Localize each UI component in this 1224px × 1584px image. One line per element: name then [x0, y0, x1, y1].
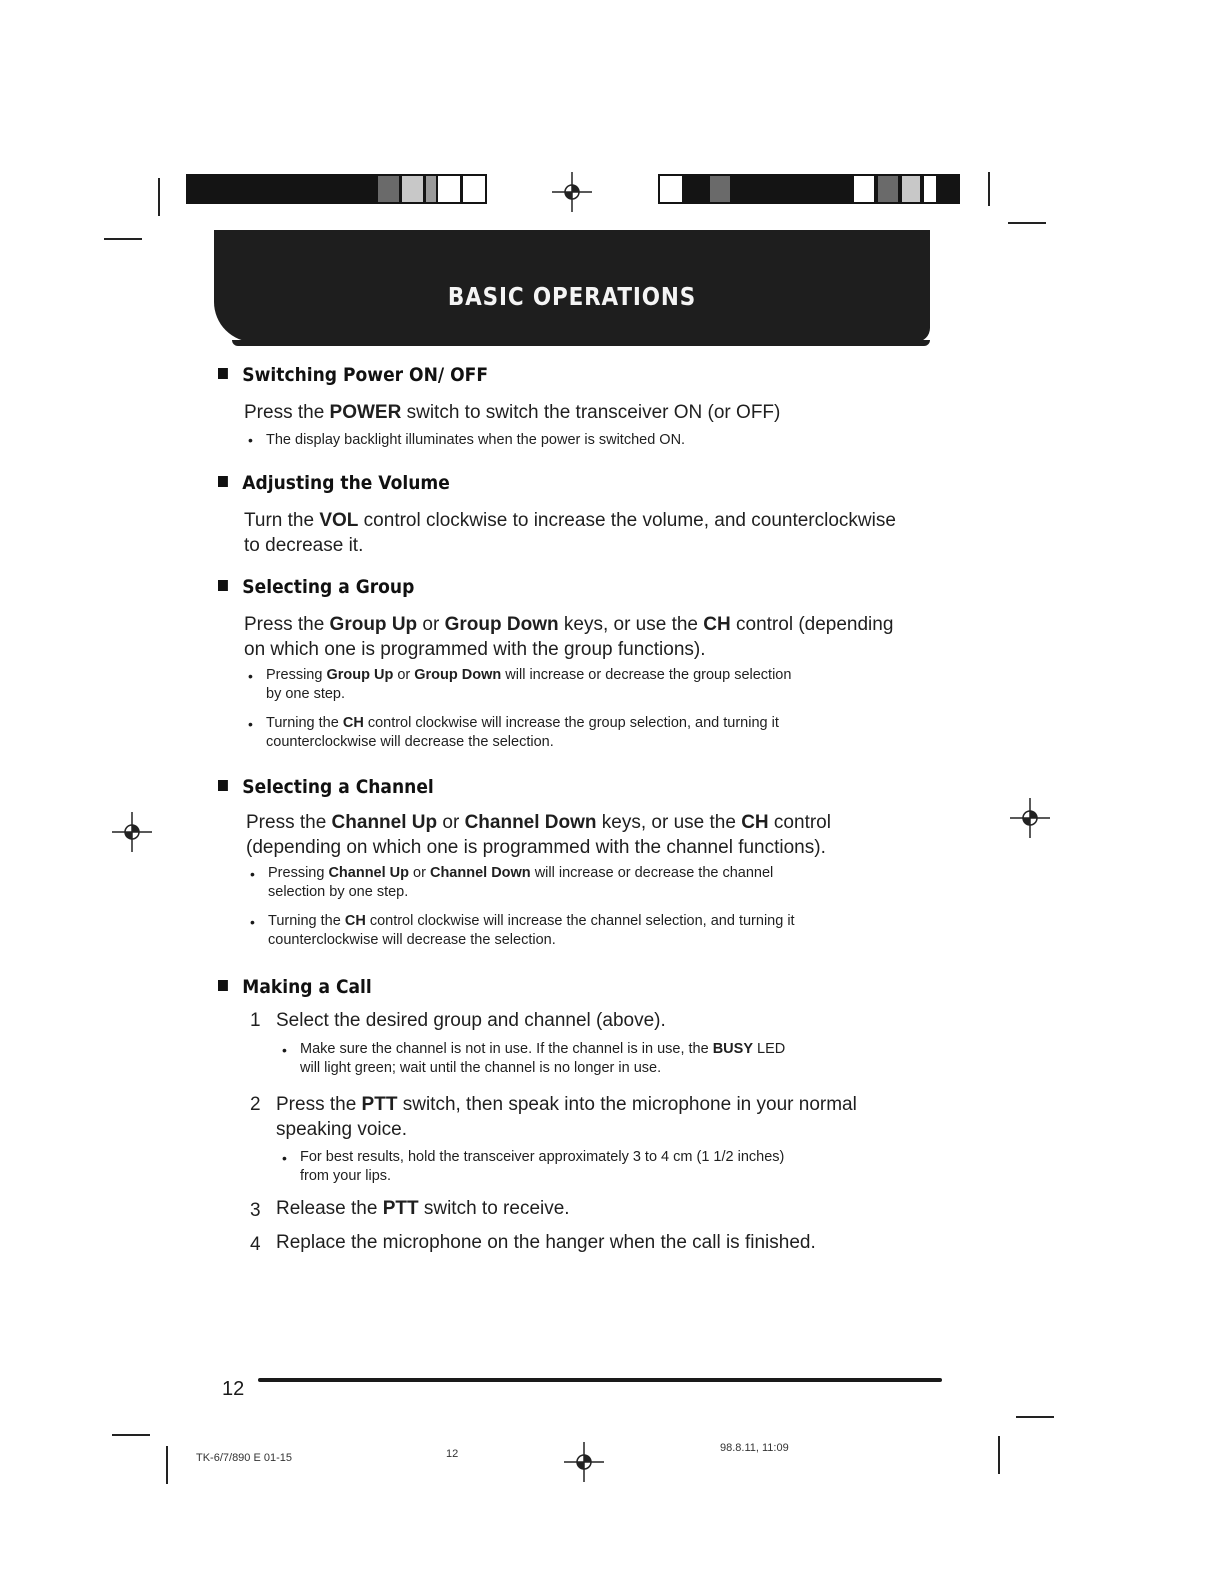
color-bar-end	[938, 174, 960, 204]
bullet-text: Pressing Group Up or Group Down will increase or decrease the group selection by one step.	[266, 667, 792, 702]
registration-crosshair-icon	[564, 1442, 604, 1482]
step-text: Press the PTT switch, then speak into the microphone in your normal speaking voice.	[276, 1094, 857, 1140]
registration-crosshair-icon	[112, 812, 152, 852]
bullet-text: Pressing Channel Up or Channel Down will increase or decrease the channel selection by one step.	[268, 865, 774, 900]
crop-mark	[158, 178, 160, 216]
color-patch	[852, 174, 876, 204]
bullet-dot-icon: •	[250, 866, 255, 882]
square-bullet-icon	[218, 368, 228, 379]
footer-rule	[258, 1378, 942, 1382]
bullet-dot-icon: •	[248, 432, 253, 448]
doc-code: TK-6/7/890 E 01-15	[196, 1452, 293, 1464]
color-patch	[400, 174, 425, 204]
crop-mark	[1008, 222, 1046, 224]
section-heading-call: Making a Call	[218, 976, 372, 998]
color-patch	[876, 174, 900, 204]
paragraph: Press the Group Up or Group Down keys, or use the CH control (depending on which one is programmed with the group functions).	[244, 614, 894, 660]
bullet-text: For best results, hold the transceiver approximately 3 to 4 cm (1 1/2 inches) from your lips.	[300, 1149, 785, 1184]
bullet-dot-icon: •	[250, 914, 255, 930]
paragraph: Press the POWER switch to switch the transceiver ON (or OFF)	[244, 402, 781, 423]
crop-mark	[988, 172, 990, 206]
bullet-text: Make sure the channel is not in use. If the channel is in use, the BUSY LED will light green; wait until the channel is no longer in use.	[300, 1041, 786, 1076]
square-bullet-icon	[218, 780, 228, 791]
registration-crosshair-icon	[552, 172, 592, 212]
crop-mark	[1016, 1416, 1054, 1418]
header-underline	[232, 340, 930, 346]
square-bullet-icon	[218, 580, 228, 591]
color-patch	[708, 174, 732, 204]
bullet-dot-icon: •	[282, 1150, 287, 1166]
bullet-dot-icon: •	[248, 668, 253, 684]
color-patch	[900, 174, 922, 204]
crop-mark	[998, 1436, 1000, 1474]
section-header-band	[214, 230, 930, 342]
color-patch	[461, 174, 487, 204]
color-patch	[658, 174, 684, 204]
page-ref: 12	[446, 1448, 459, 1460]
crop-mark	[104, 238, 142, 240]
section-heading-power: Switching Power ON/ OFF	[218, 364, 488, 386]
section-heading-channel: Selecting a Channel	[218, 776, 434, 798]
registration-crosshair-icon	[1010, 798, 1050, 838]
print-timestamp: 98.8.11, 11:09	[720, 1442, 789, 1454]
step-number: 1	[250, 1010, 261, 1031]
square-bullet-icon	[218, 980, 228, 991]
step-text: Release the PTT switch to receive.	[276, 1198, 570, 1219]
page-title: BASIC OPERATIONS	[447, 282, 697, 311]
section-heading-volume: Adjusting the Volume	[218, 472, 450, 494]
crop-mark	[166, 1446, 168, 1484]
paragraph: Press the Channel Up or Channel Down keys, or use the CH control (depending on which one is programmed with the channel functions).	[246, 812, 831, 858]
step-number: 2	[250, 1094, 261, 1115]
paragraph: Turn the VOL control clockwise to increase the volume, and counterclockwise to decrease it.	[244, 510, 896, 556]
page-number: 12	[222, 1378, 245, 1400]
bullet-dot-icon: •	[248, 716, 253, 732]
square-bullet-icon	[218, 476, 228, 487]
bullet-text: Turning the CH control clockwise will increase the group selection, and turning it counterclockwise will decrease the selection.	[266, 715, 779, 750]
crop-mark	[112, 1434, 150, 1436]
bullet-text: The display backlight illuminates when the power is switched ON.	[266, 432, 686, 448]
step-number: 3	[250, 1200, 261, 1221]
step-text: Replace the microphone on the hanger when the call is finished.	[276, 1232, 816, 1253]
step-text: Select the desired group and channel (above).	[276, 1010, 666, 1031]
section-heading-group: Selecting a Group	[218, 576, 414, 598]
color-patch	[922, 174, 938, 204]
bullet-text: Turning the CH control clockwise will increase the channel selection, and turning it counterclockwise will decrease the selection.	[268, 913, 795, 948]
color-patch	[376, 174, 401, 204]
color-patch	[436, 174, 462, 204]
color-bar-left	[186, 174, 376, 204]
step-number: 4	[250, 1234, 261, 1255]
bullet-dot-icon: •	[282, 1042, 287, 1058]
